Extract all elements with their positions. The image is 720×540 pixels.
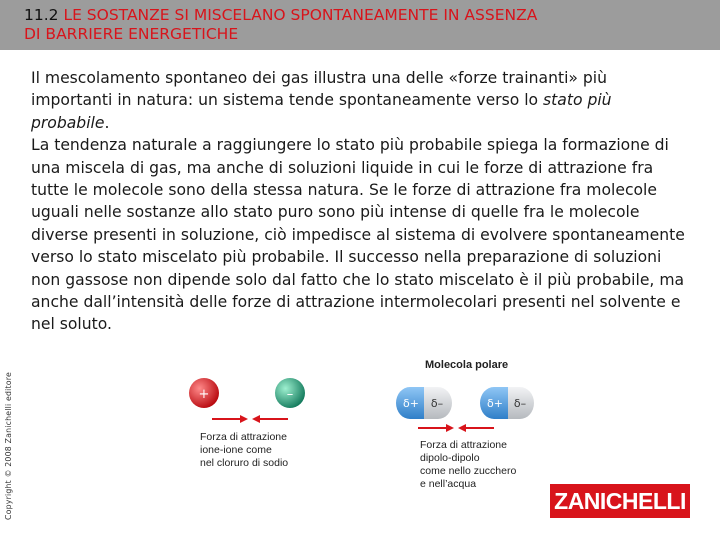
title-line-1: LE SOSTANZE SI MISCELANO SPONTANEAMENTE IN ASSENZA (63, 6, 538, 24)
copyright-notice (4, 368, 16, 520)
anion-charge: – (286, 387, 294, 402)
dipole-1-plus-label: δ+ (403, 397, 419, 410)
cation-charge: + (198, 387, 210, 402)
slide-header (0, 0, 720, 50)
paragraph-1-end: . (104, 113, 110, 132)
section-number: 11.2 (24, 6, 59, 24)
body-text (31, 67, 691, 336)
title-line-2: DI BARRIERE ENERGETICHE (24, 25, 239, 43)
dipole-2-minus-label: δ– (513, 397, 527, 410)
copyright-text: Copyright © 2008 Zanichelli editore (4, 372, 13, 520)
ion-ion-caption: Forza di attrazione ione-ione come nel cloruro di sodio (200, 431, 289, 469)
dipole-2-plus-label: δ+ (487, 397, 503, 410)
dipole-dipole-group (396, 359, 534, 490)
dipole-dipole-caption: Forza di attrazione dipolo-dipolo come nello zucchero e nell’acqua (420, 439, 517, 490)
zanichelli-logo: ZANICHELLI (550, 484, 690, 518)
slide-title (24, 6, 714, 44)
paragraph-1-start: Il mescolamento spontaneo dei gas illustra una delle «forze trainanti» più importanti in natura: un sistema tende spontaneamente verso lo (31, 69, 608, 110)
ion-ion-group (189, 378, 305, 469)
dipole-force-arrowhead-left (446, 424, 454, 432)
paragraph-1-italic: stato più probabile (31, 91, 612, 132)
force-arrowhead-right (252, 415, 260, 423)
attraction-forces-figure (160, 350, 550, 500)
dipole-force-arrowhead-right (458, 424, 466, 432)
force-arrowhead-left (240, 415, 248, 423)
paragraph-2: La tendenza naturale a raggiungere lo stato più probabile spiega la formazione di una miscela di gas, ma anche di soluzioni liquide in cui le forze di attrazione fra tutte le molecole sono della stessa natura. Se le forze di attrazione fra molecole uguali nelle sostanze allo stato puro sono più intense di quelle fra le molecole diverse presenti in soluzione, ciò impedisce al sistema di evolvere spontaneamente verso lo stato miscelato più probabile. Il successo nella preparazione di soluzioni non gassose non dipende solo dal fatto che lo stato miscelato è il più probabile, ma anche dall’intensità delle forze di attrazione intermolecolari presenti nel solvente e nel soluto. (31, 136, 685, 334)
dipole-1-minus-label: δ– (430, 397, 444, 410)
paragraph-1 (31, 67, 691, 134)
polar-molecule-title: Molecola polare (425, 359, 509, 371)
